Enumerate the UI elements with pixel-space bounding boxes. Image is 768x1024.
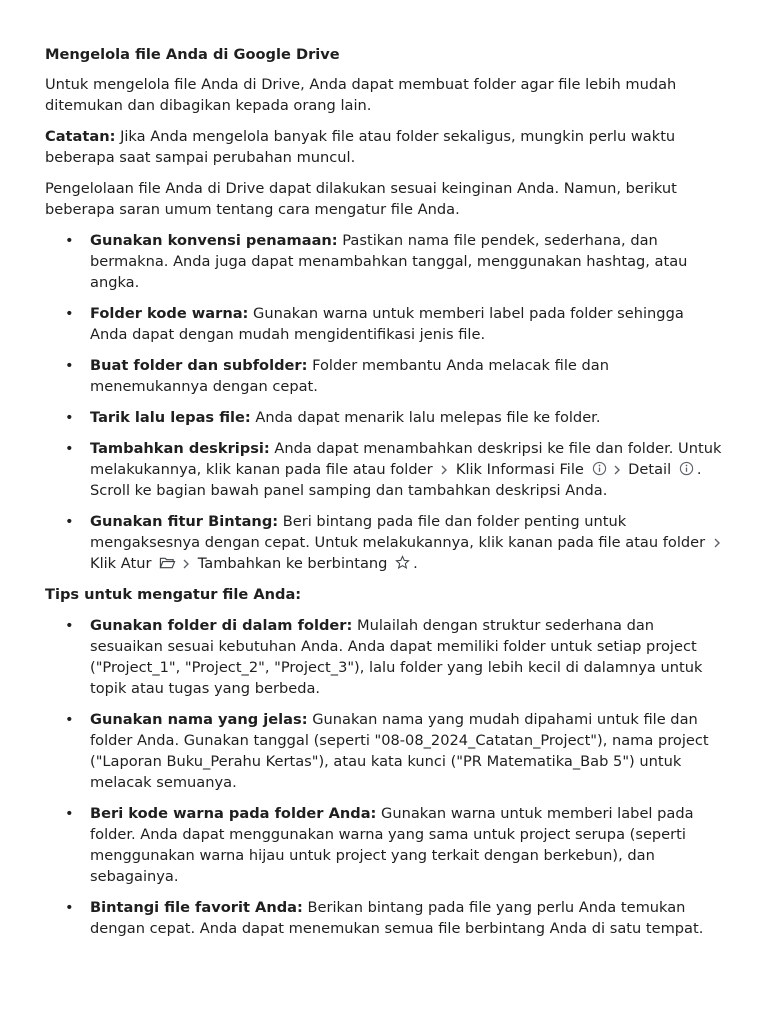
info-icon <box>592 461 607 476</box>
list-item <box>90 438 724 501</box>
item-text: Gunakan nama yang mudah dipahami untuk file dan folder Anda. Gunakan tanggal (seperti "08-08_2024_Catatan_Project"), nama project ("Laporan Buku_Perahu Kertas"), atau kata kunci ("PR Matematika_Bab 5") untuk melacak semuanya. <box>90 711 709 791</box>
item-text: Mulailah dengan struktur sederhana dan sesuaikan sesuai kebutuhan Anda. Anda dapat memiliki folder untuk setiap project ("Project_1", "Project_2", "Project_3"), lalu folder yang lebih kecil di dalamnya untuk topik atau tugas yang berbeda. <box>90 617 703 697</box>
note-text: Jika Anda mengelola banyak file atau folder sekaligus, mungkin perlu waktu beberapa saat sampai perubahan muncul. <box>45 128 676 166</box>
note-paragraph <box>45 126 724 168</box>
item-text: Tambahkan ke berbintang <box>193 555 393 572</box>
item-text: Klik Informasi File <box>451 461 589 478</box>
list-item <box>90 615 724 699</box>
item-label: Gunakan nama yang jelas: <box>90 711 308 728</box>
item-text: Folder membantu Anda melacak file dan menemukannya dengan cepat. <box>90 357 609 395</box>
item-label: Gunakan konvensi penamaan: <box>90 232 338 249</box>
list-item <box>90 511 724 574</box>
note-label: Catatan: <box>45 128 116 145</box>
chevron-right-icon <box>613 464 621 476</box>
item-label: Bintangi file favorit Anda: <box>90 899 303 916</box>
list-item <box>90 407 724 428</box>
article-title: Mengelola file Anda di Google Drive <box>45 46 340 63</box>
list-item <box>90 230 724 293</box>
list-item <box>90 709 724 793</box>
list-item <box>90 355 724 397</box>
general-paragraph: Pengelolaan file Anda di Drive dapat dilakukan sesuai keinginan Anda. Namun, berikut beberapa saran umum tentang cara mengatur file Anda. <box>45 180 677 218</box>
item-label: Gunakan folder di dalam folder: <box>90 617 353 634</box>
tips-heading: Tips untuk mengatur file Anda: <box>45 586 302 603</box>
item-text: Detail <box>623 461 676 478</box>
chevron-right-icon <box>713 537 721 549</box>
intro-paragraph: Untuk mengelola file Anda di Drive, Anda dapat membuat folder agar file lebih mudah ditemukan dan dibagikan kepada orang lain. <box>45 76 677 114</box>
item-text: . <box>413 555 418 572</box>
suggestions-list <box>45 230 724 574</box>
item-label: Tambahkan deskripsi: <box>90 440 270 457</box>
list-item <box>90 897 724 939</box>
item-text: Klik Atur <box>90 555 157 572</box>
item-text: Anda dapat menarik lalu melepas file ke folder. <box>250 409 601 426</box>
item-text: Anda dapat menambahkan deskripsi ke file dan folder. Untuk melakukannya, klik kanan pada file atau folder <box>90 440 722 478</box>
item-text: Beri bintang pada file dan folder penting untuk mengaksesnya dengan cepat. Untuk melakukannya, klik kanan pada file atau folder <box>90 513 710 551</box>
item-label: Beri kode warna pada folder Anda: <box>90 805 377 822</box>
chevron-right-icon <box>182 558 190 570</box>
list-item <box>90 303 724 345</box>
item-text: Gunakan warna untuk memberi label pada folder. Anda dapat menggunakan warna yang sama untuk project serupa (seperti menggunakan warna hijau untuk project yang terkait dengan berkebun), dan sebagainya. <box>90 805 694 885</box>
info-icon <box>679 461 694 476</box>
item-label: Buat folder dan subfolder: <box>90 357 308 374</box>
item-text: Gunakan warna untuk memberi label pada folder sehingga Anda dapat dengan mudah mengidentifikasi jenis file. <box>90 305 684 343</box>
star-outline-icon <box>395 555 410 570</box>
item-label: Tarik lalu lepas file: <box>90 409 251 426</box>
tips-list <box>45 615 724 939</box>
chevron-right-icon <box>440 464 448 476</box>
list-item <box>90 803 724 887</box>
folder-open-icon <box>159 556 176 570</box>
item-label: Gunakan fitur Bintang: <box>90 513 279 530</box>
item-text: Berikan bintang pada file yang perlu Anda temukan dengan cepat. Anda dapat menemukan semua file berbintang Anda di satu tempat. <box>90 899 704 937</box>
item-label: Folder kode warna: <box>90 305 249 322</box>
item-text: . Scroll ke bagian bawah panel samping dan tambahkan deskripsi Anda. <box>90 461 702 499</box>
item-text: Pastikan nama file pendek, sederhana, dan bermakna. Anda juga dapat menambahkan tanggal, menggunakan hashtag, atau angka. <box>90 232 688 291</box>
